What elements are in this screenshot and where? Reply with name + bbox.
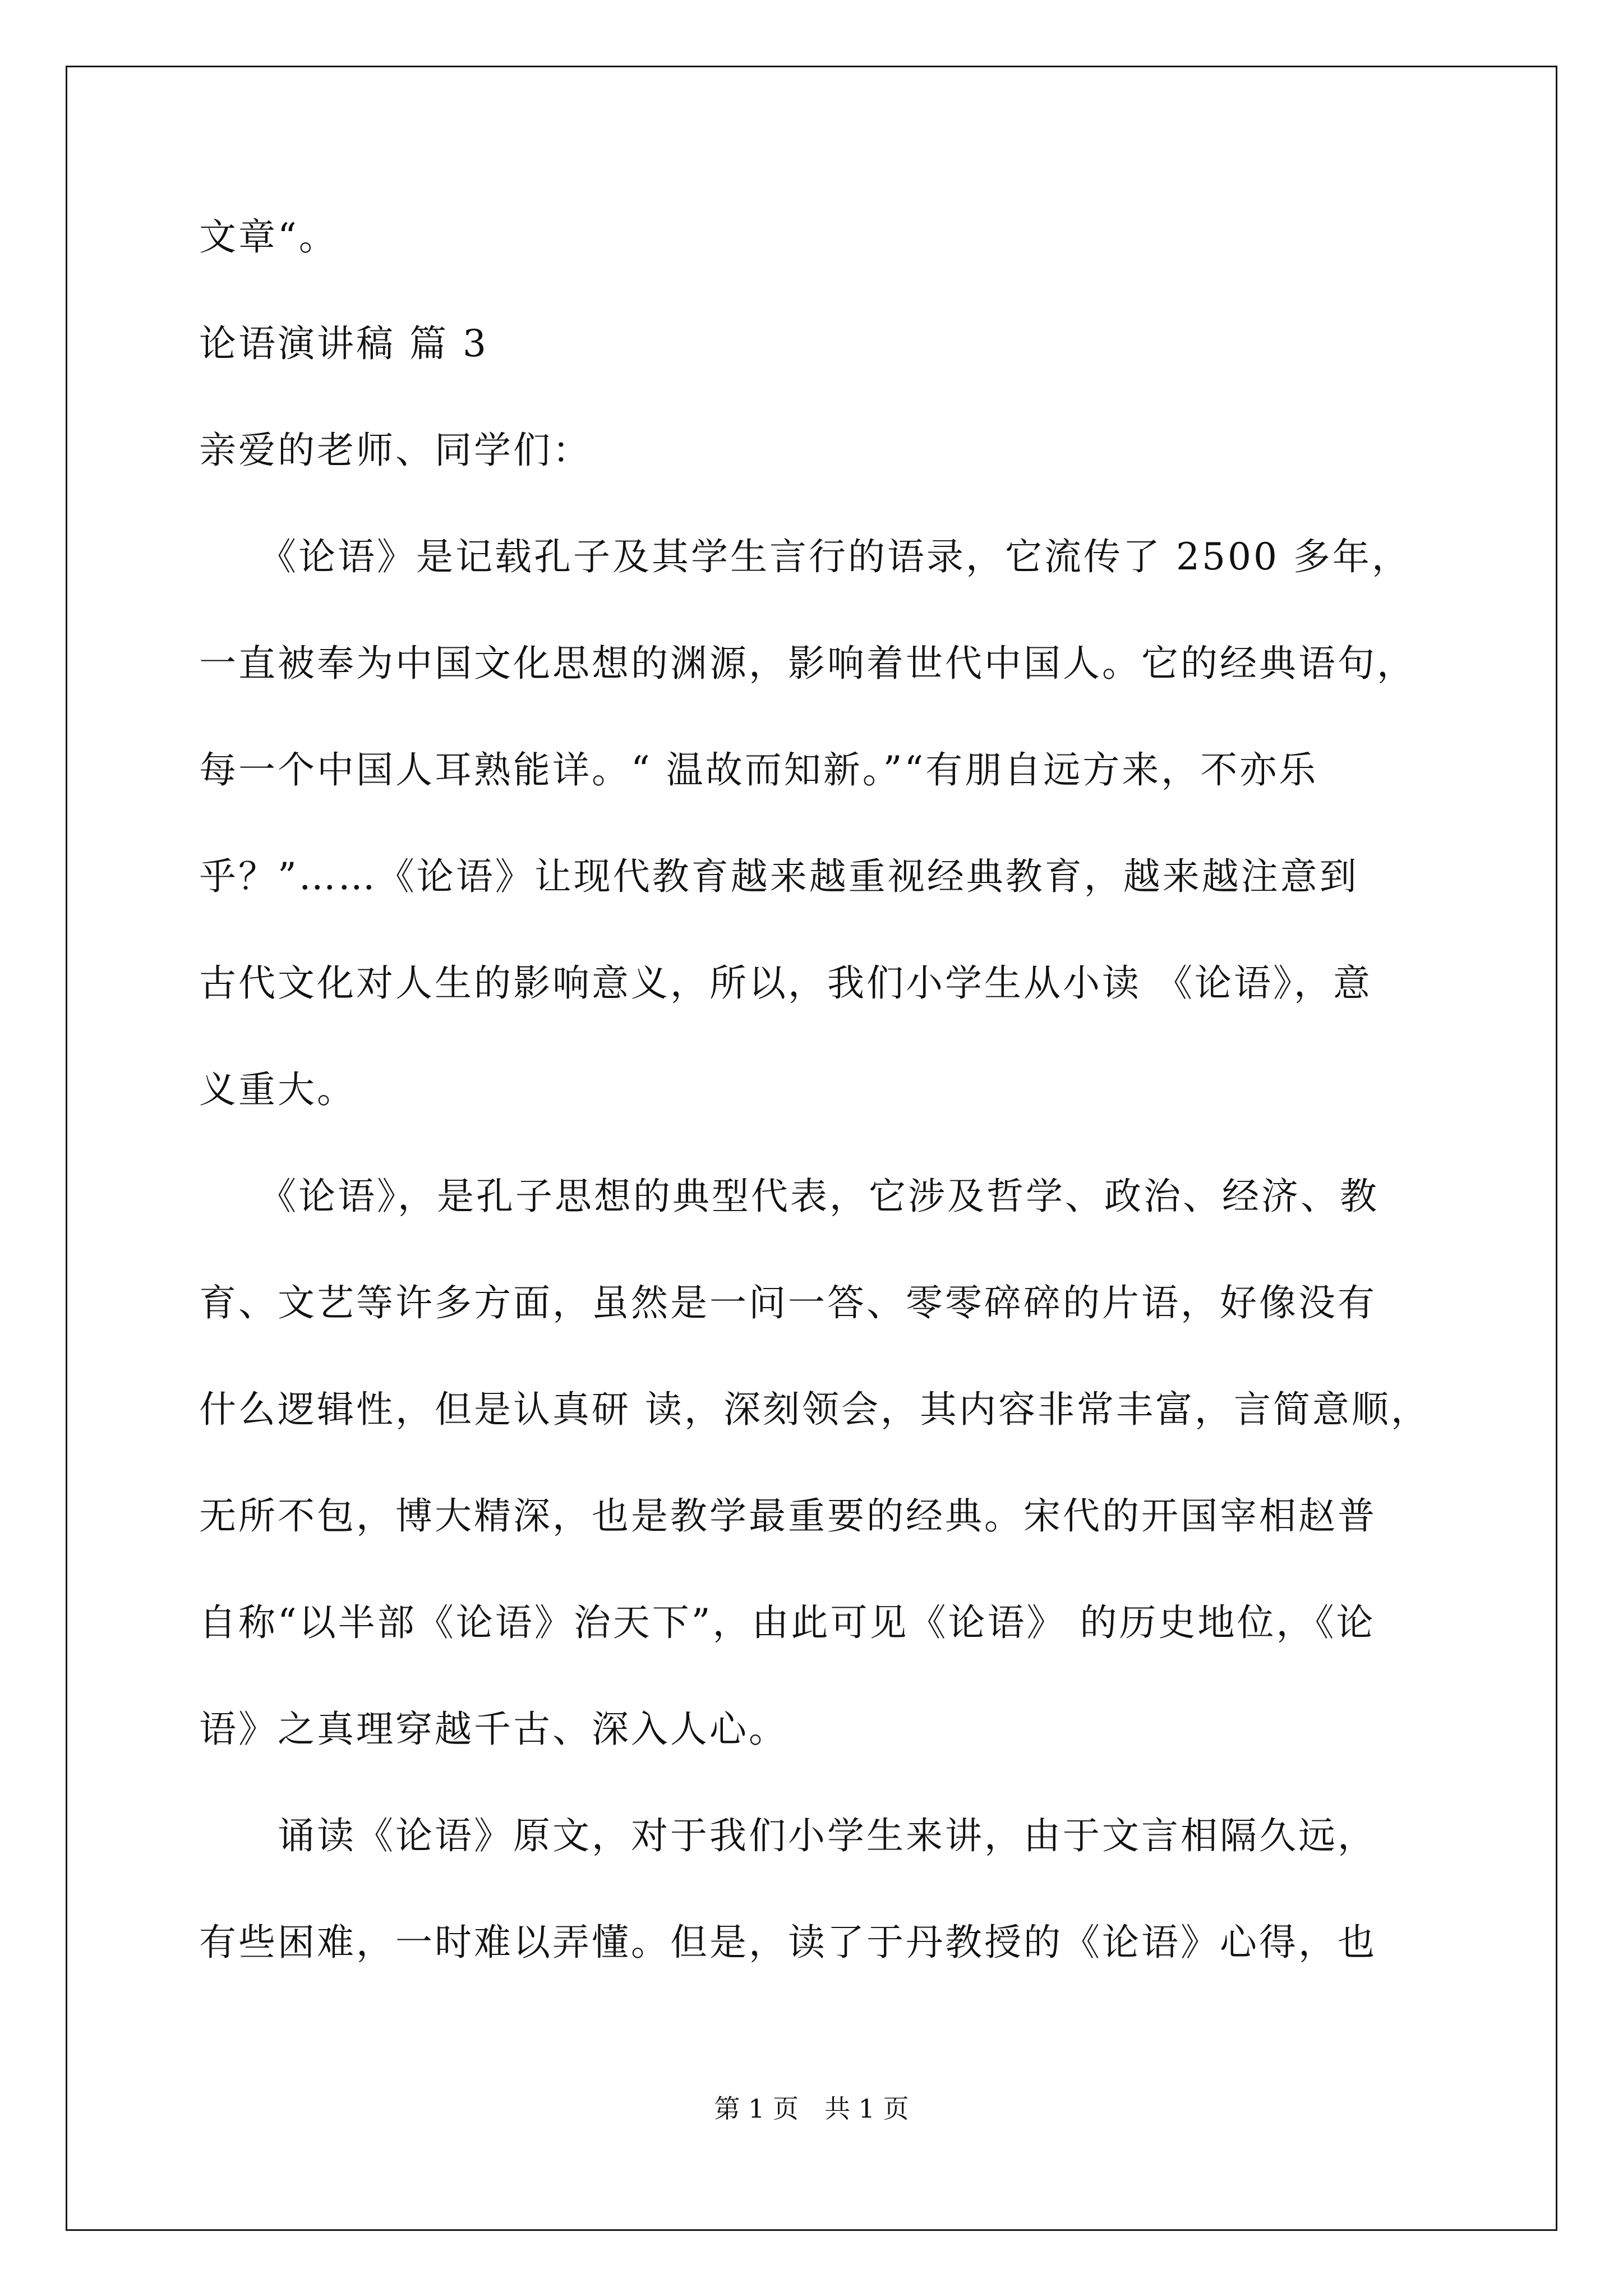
- text-line: 诵读《论语》原文，对于我们小学生来讲，由于文言相隔久远，: [199, 1814, 1377, 1857]
- text-line: 语》之真理穿越千古、深入人心。: [199, 1708, 788, 1751]
- text-line: 古代文化对人生的影响意义，所以，我们小学生从小读 《论语》，意: [199, 961, 1372, 1005]
- page-footer: 第 1 页 共 1 页: [714, 2093, 909, 2124]
- text-line: 文章“。: [199, 215, 338, 259]
- page-border: [66, 66, 1557, 2231]
- text-line: 《论语》是记载孔子及其学生言行的语录，它流传了 2500 多年，: [199, 535, 1411, 578]
- salutation: 亲爱的老师、同学们：: [199, 429, 592, 472]
- text-line: 乎？”……《论语》让现代教育越来越重视经典教育，越来越注意到: [199, 855, 1359, 898]
- text-line: 育、文艺等许多方面，虽然是一问一答、零零碎碎的片语，好像没有: [199, 1281, 1377, 1324]
- text-line: 《论语》，是孔子思想的典型代表，它涉及哲学、政治、经济、教: [199, 1175, 1379, 1218]
- text-line: 一直被奉为中国文化思想的渊源，影响着世代中国人。它的经典语句，: [199, 642, 1416, 685]
- text-line: 什么逻辑性，但是认真研 读，深刻领会，其内容非常丰富，言简意顺，: [199, 1388, 1430, 1431]
- text-line: 自称“以半部《论语》治天下”，由此可见《论语》 的历史地位，《论: [199, 1601, 1376, 1644]
- text-line: 义重大。: [199, 1068, 356, 1111]
- text-line: 每一个中国人耳熟能详。“ 温故而知新。”“有朋自远方来，不亦乐: [199, 748, 1318, 792]
- section-heading: 论语演讲稿 篇 3: [199, 322, 488, 365]
- text-line: 有些困难，一时难以弄懂。但是，读了于丹教授的《论语》心得，也: [199, 1921, 1377, 1964]
- text-line: 无所不包，博大精深，也是教学最重要的经典。宋代的开国宰相赵普: [199, 1494, 1377, 1538]
